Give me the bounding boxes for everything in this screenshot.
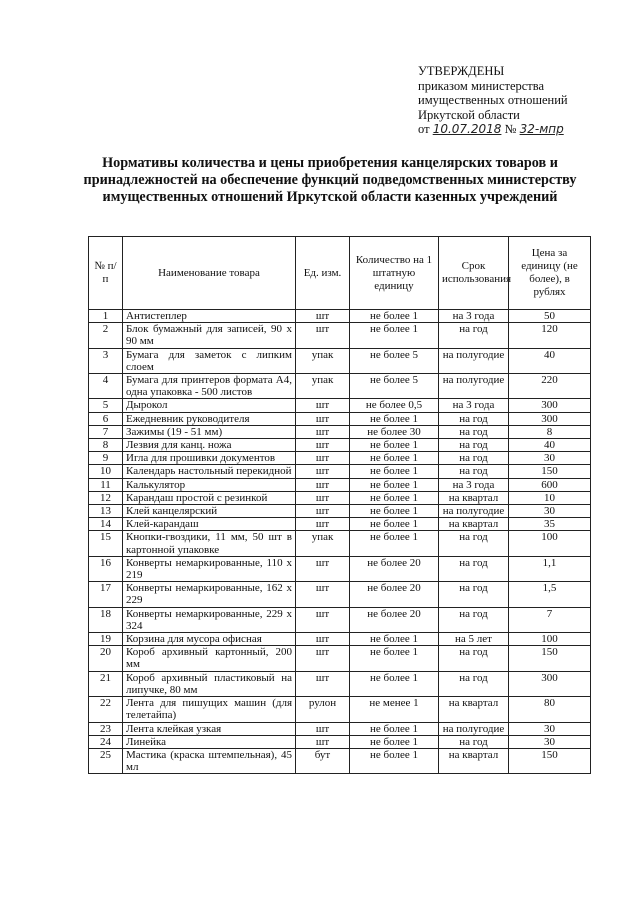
item-term: на год [439,735,509,748]
item-term: на год [439,452,509,465]
item-quantity: не более 1 [350,518,439,531]
item-quantity: не более 1 [350,633,439,646]
item-unit: шт [296,633,350,646]
row-number: 10 [89,465,123,478]
item-price: 50 [509,310,591,323]
item-name: Карандаш простой с резинкой [123,491,296,504]
item-price: 100 [509,531,591,556]
item-term: на год [439,531,509,556]
item-term: на год [439,439,509,452]
table-row [89,374,591,399]
row-number: 16 [89,556,123,581]
item-quantity: не более 20 [350,582,439,607]
row-number: 11 [89,478,123,491]
item-name: Лезвия для канц. ножа [123,439,296,452]
approval-ministry-text: имущественных отношений [418,93,568,107]
item-quantity: не более 20 [350,607,439,632]
table-row [89,491,591,504]
row-number: 5 [89,399,123,412]
item-name: Игла для прошивки документов [123,452,296,465]
item-unit: шт [296,478,350,491]
item-name: Бумага для принтеров формата А4, одна упаковка - 500 листов [123,374,296,399]
approval-order-text: приказом министерства [418,78,545,93]
table-row [89,722,591,735]
table-row [89,425,591,438]
item-price: 30 [509,722,591,735]
row-number: 14 [89,518,123,531]
approval-heading: УТВЕРЖДЕНЫ [418,64,505,78]
table-row [89,478,591,491]
table-row [89,323,591,348]
item-unit: упак [296,348,350,373]
item-name: Лента клейкая узкая [123,722,296,735]
order-date-number [418,122,618,137]
approval-region-text: Иркутской области [418,107,520,122]
table-row [89,518,591,531]
item-price: 7 [509,607,591,632]
item-quantity: не более 1 [350,491,439,504]
item-unit: шт [296,425,350,438]
item-unit: рулон [296,697,350,722]
table-body [89,310,591,774]
table-row [89,556,591,581]
item-price: 35 [509,518,591,531]
item-term: на год [439,425,509,438]
table-row [89,465,591,478]
item-term: на полугодие [439,348,509,373]
header-num: № п/п [89,237,123,310]
item-term: на квартал [439,491,509,504]
table-row [89,607,591,632]
table-row [89,633,591,646]
row-number: 9 [89,452,123,465]
table-row [89,412,591,425]
row-number: 4 [89,374,123,399]
item-name: Лента для пишущих машин (для телетайпа) [123,697,296,722]
item-term: на квартал [439,697,509,722]
item-unit: шт [296,671,350,696]
item-name: Блок бумажный для записей, 90 х 90 мм [123,323,296,348]
item-quantity: не более 5 [350,374,439,399]
item-name: Корзина для мусора офисная [123,633,296,646]
item-term: на год [439,582,509,607]
item-quantity: не более 20 [350,556,439,581]
document-title: Нормативы количества и цены приобретения канцелярских товаров и принадлежностей на обеспечение функций подведомственных министерству имущественных отношений Иркутской области казенных учреждений [83,155,577,205]
item-unit: шт [296,556,350,581]
item-unit: шт [296,505,350,518]
item-unit: шт [296,735,350,748]
item-unit: шт [296,412,350,425]
item-name: Клей канцелярский [123,505,296,518]
table-row [89,399,591,412]
table-row [89,310,591,323]
item-name: Конверты немаркированные, 110 х 219 [123,556,296,581]
item-price: 300 [509,671,591,696]
table-row [89,348,591,373]
item-price: 300 [509,399,591,412]
approval-block [418,64,618,137]
item-quantity: не более 1 [350,478,439,491]
item-price: 8 [509,425,591,438]
item-unit: упак [296,374,350,399]
item-price: 100 [509,633,591,646]
item-quantity: не более 1 [350,646,439,671]
item-term: на год [439,646,509,671]
item-name: Короб архивный картонный, 200 мм [123,646,296,671]
item-unit: шт [296,518,350,531]
row-number: 13 [89,505,123,518]
item-quantity: не более 1 [350,748,439,773]
row-number: 7 [89,425,123,438]
item-price: 150 [509,465,591,478]
row-number: 25 [89,748,123,773]
item-term: на квартал [439,748,509,773]
item-name: Клей-карандаш [123,518,296,531]
table-row [89,748,591,773]
row-number: 6 [89,412,123,425]
item-unit: шт [296,607,350,632]
item-quantity: не более 0,5 [350,399,439,412]
item-price: 300 [509,412,591,425]
row-number: 22 [89,697,123,722]
item-term: на полугодие [439,505,509,518]
item-unit: шт [296,323,350,348]
item-quantity: не более 1 [350,323,439,348]
table-header-row [89,237,591,310]
table-row [89,439,591,452]
table-row [89,452,591,465]
row-number: 21 [89,671,123,696]
item-unit: шт [296,399,350,412]
item-term: на полугодие [439,374,509,399]
item-quantity: не более 1 [350,505,439,518]
item-name: Зажимы (19 - 51 мм) [123,425,296,438]
item-quantity: не более 5 [350,348,439,373]
row-number: 8 [89,439,123,452]
item-term: на год [439,607,509,632]
item-term: на год [439,323,509,348]
row-number: 15 [89,531,123,556]
table-row [89,697,591,722]
item-unit: шт [296,491,350,504]
item-quantity: не более 1 [350,671,439,696]
header-qty: Количество на 1 штатную единицу [350,237,439,310]
row-number: 24 [89,735,123,748]
row-number: 23 [89,722,123,735]
item-price: 150 [509,646,591,671]
table-row [89,582,591,607]
item-price: 600 [509,478,591,491]
table-row [89,646,591,671]
item-term: на 3 года [439,478,509,491]
item-unit: шт [296,439,350,452]
item-name: Ежедневник руководителя [123,412,296,425]
row-number: 2 [89,323,123,348]
item-quantity: не более 1 [350,310,439,323]
item-price: 1,5 [509,582,591,607]
item-term: на 3 года [439,310,509,323]
item-quantity: не более 1 [350,452,439,465]
item-quantity: не более 1 [350,439,439,452]
item-price: 40 [509,348,591,373]
item-name: Короб архивный пластиковый на липучке, 80 мм [123,671,296,696]
row-number: 3 [89,348,123,373]
row-number: 1 [89,310,123,323]
item-name: Кнопки-гвоздики, 11 мм, 50 шт в картонной упаковке [123,531,296,556]
item-unit: шт [296,452,350,465]
item-unit: шт [296,646,350,671]
item-price: 80 [509,697,591,722]
item-unit: бут [296,748,350,773]
item-name: Календарь настольный перекидной [123,465,296,478]
item-unit: шт [296,722,350,735]
item-name: Конверты немаркированные, 229 х 324 [123,607,296,632]
item-price: 30 [509,452,591,465]
item-unit: упак [296,531,350,556]
table-row [89,505,591,518]
order-date: 10.07.2018 [432,122,502,136]
item-term: на год [439,556,509,581]
item-quantity: не более 1 [350,531,439,556]
item-price: 220 [509,374,591,399]
item-quantity: не менее 1 [350,697,439,722]
row-number: 18 [89,607,123,632]
item-price: 40 [509,439,591,452]
item-name: Линейка [123,735,296,748]
item-name: Конверты немаркированные, 162 х 229 [123,582,296,607]
item-price: 150 [509,748,591,773]
item-term: на год [439,465,509,478]
item-name: Дырокол [123,399,296,412]
item-price: 120 [509,323,591,348]
item-term: на 3 года [439,399,509,412]
header-term: Срок использования [439,237,509,310]
item-price: 30 [509,735,591,748]
row-number: 20 [89,646,123,671]
item-quantity: не более 1 [350,722,439,735]
item-term: на год [439,671,509,696]
order-number: 32-мпр [519,122,564,136]
table-row [89,735,591,748]
item-name: Мастика (краска штемпельная), 45 мл [123,748,296,773]
item-quantity: не более 30 [350,425,439,438]
item-price: 10 [509,491,591,504]
item-term: на 5 лет [439,633,509,646]
order-from-label: от [418,122,430,136]
row-number: 17 [89,582,123,607]
table-row [89,531,591,556]
table-row [89,671,591,696]
item-quantity: не более 1 [350,412,439,425]
header-price: Цена за единицу (не более), в рублях [509,237,591,310]
item-price: 1,1 [509,556,591,581]
item-unit: шт [296,582,350,607]
item-unit: шт [296,465,350,478]
item-quantity: не более 1 [350,735,439,748]
item-name: Бумага для заметок с липким слоем [123,348,296,373]
row-number: 12 [89,491,123,504]
item-price: 30 [509,505,591,518]
item-term: на год [439,412,509,425]
item-quantity: не более 1 [350,465,439,478]
item-unit: шт [296,310,350,323]
header-unit: Ед. изм. [296,237,350,310]
item-name: Антистеплер [123,310,296,323]
item-term: на квартал [439,518,509,531]
item-name: Калькулятор [123,478,296,491]
norms-table [88,236,591,774]
header-name: Наименование товара [123,237,296,310]
row-number: 19 [89,633,123,646]
order-number-sign: № [504,122,517,136]
item-term: на полугодие [439,722,509,735]
